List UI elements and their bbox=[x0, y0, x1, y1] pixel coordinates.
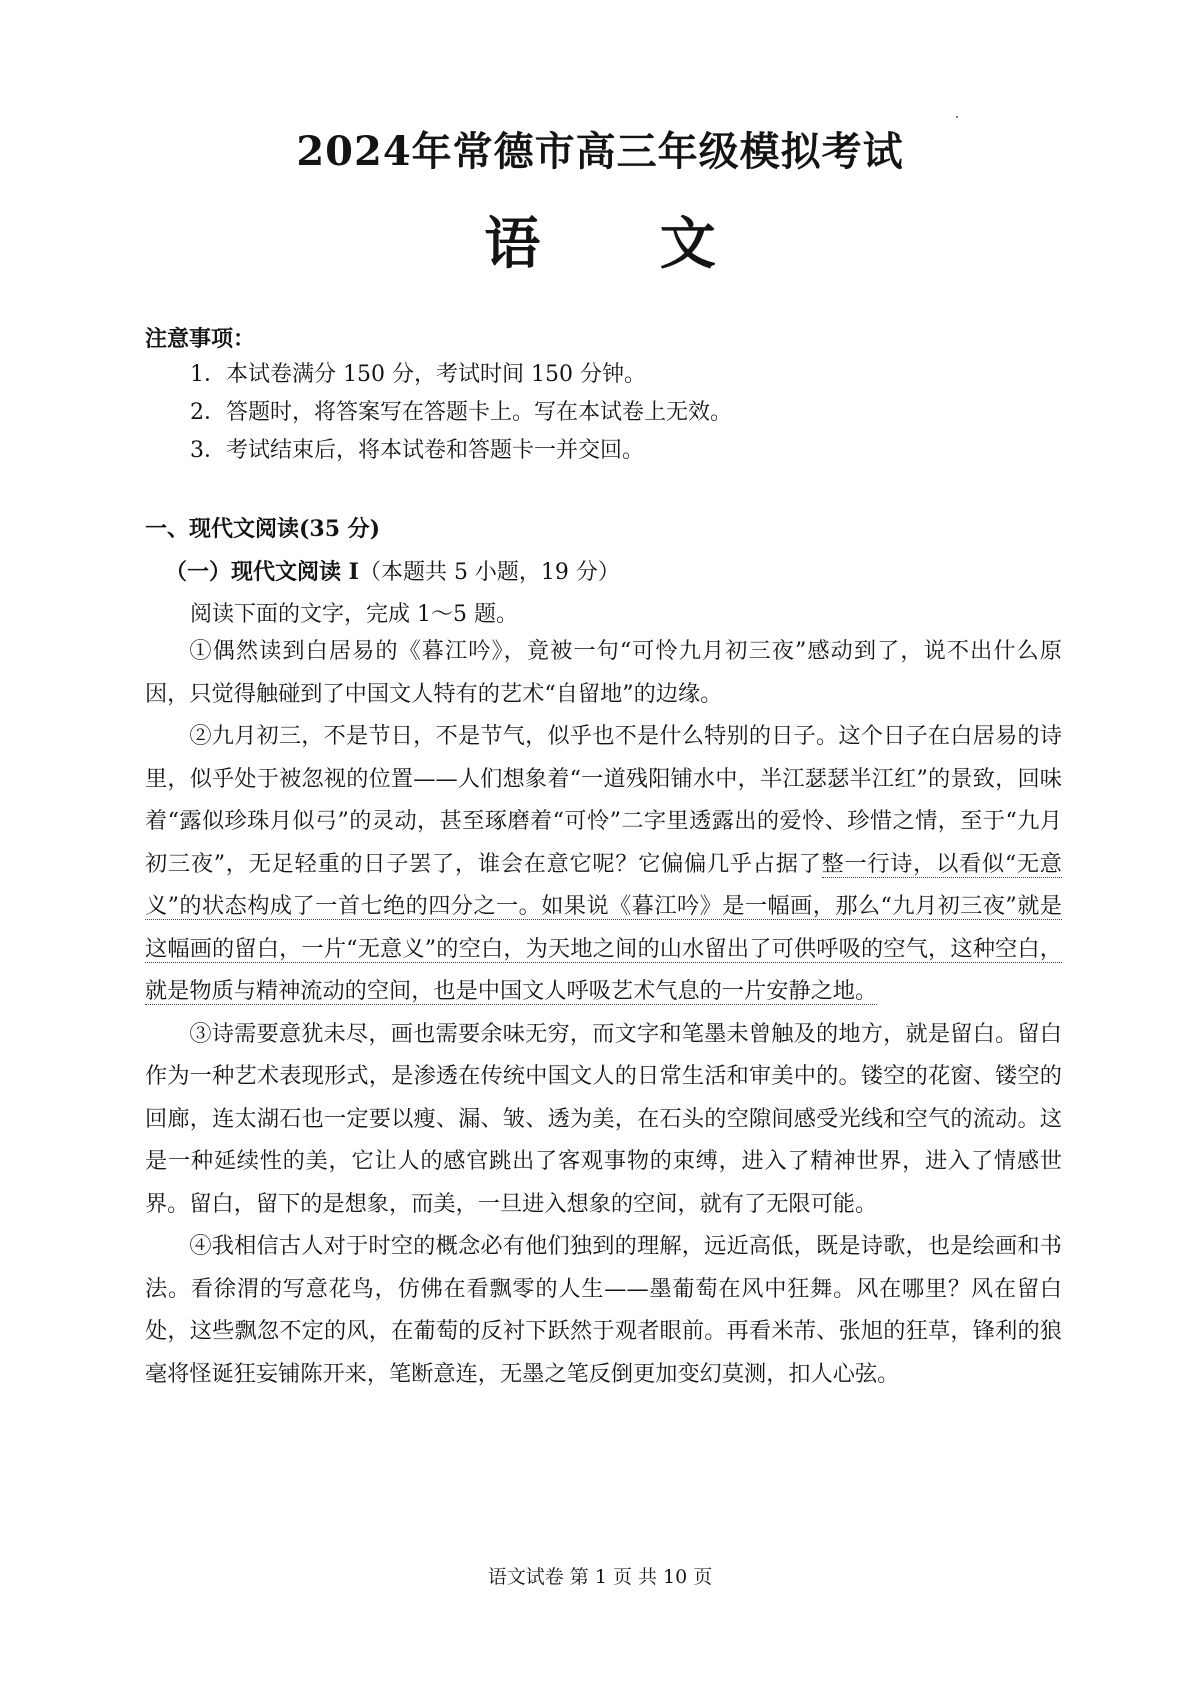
subsection-detail: （本题共 5 小题，19 分） bbox=[358, 560, 620, 585]
notice-item: 2．答题时，将答案写在答题卡上。写在本试卷上无效。 bbox=[190, 400, 732, 425]
notice-item: 1．本试卷满分 150 分，考试时间 150 分钟。 bbox=[190, 362, 646, 387]
subsection-heading bbox=[165, 555, 620, 586]
passage-paragraph-3: ③诗需要意犹未尽，画也需要余味无穷，而文字和笔墨未曾触及的地方，就是留白。留白作为一种艺术表现形式，是渗透在传统中国文人的日常生活和审美中的。镂空的花窗、镂空的回廊，连太湖石也一定要以瘦、漏、皱、透为美，在石头的空隙间感受光线和空气的流动。这是一种延续性的美，它让人的感官跳出了客观事物的束缚，进入了精神世界，进入了情感世界。留白，留下的是想象，而美，一旦进入想象的空间，就有了无限可能。 bbox=[145, 1020, 1062, 1217]
passage-paragraph-1: ①偶然读到白居易的《暮江吟》，竟被一句“可怜九月初三夜”感动到了，说不出什么原因，只觉得触碰到了中国文人特有的艺术“自留地”的边缘。 bbox=[145, 638, 1062, 707]
notice-heading: 注意事项： bbox=[145, 326, 256, 352]
subject-title: 语 文 bbox=[484, 211, 766, 277]
reading-instruction: 阅读下面的文字，完成 1～5 题。 bbox=[190, 602, 518, 627]
exam-title: 2024年常德市高三年级模拟考试 bbox=[296, 128, 904, 175]
scan-speck bbox=[956, 116, 958, 118]
subsection-label: （一）现代文阅读 I bbox=[165, 559, 359, 585]
passage-paragraph-2-part-a: ②九月初三，不是节日，不是节气，似乎也不是什么特别的日子。这个日子在白居易的诗里，似乎处于被忽视的位置——人们想象着“一道残阳铺水中，半江瑟瑟半江红”的景致，回味着“露似珍珠月似弓”的灵动，甚至琢磨着“可怜”二字里透露出的爱怜、珍惜之情，至于“九月初三夜”，无足轻重的日子罢了，谁会在意它呢？它偏偏几乎占据了 bbox=[145, 723, 1062, 877]
section-heading: 一、现代文阅读(35 分) bbox=[145, 516, 381, 542]
passage-paragraph-2-underlined: 整一行诗，以看似“无意义”的状态构成了一首七绝的四分之一。如果说《暮江吟》是一幅画，那么“九月初三夜”就是这幅画的留白，一片“无意义”的空白，为天地之间的山水留出了可供呼吸的空气，这种空白，就是物质与精神流动的空间，也是中国文人呼吸艺术气息的一片安静之地。 bbox=[145, 850, 1062, 1004]
reading-passage bbox=[145, 630, 1062, 1395]
passage-paragraph-2 bbox=[145, 715, 1062, 1013]
notice-list bbox=[190, 356, 732, 470]
notice-item: 3．考试结束后，将本试卷和答题卡一并交回。 bbox=[190, 438, 644, 463]
passage-paragraph-4: ④我相信古人对于时空的概念必有他们独到的理解，远近高低，既是诗歌，也是绘画和书法。看徐渭的写意花鸟，仿佛在看飘零的人生——墨葡萄在风中狂舞。风在哪里？风在留白处，这些飘忽不定的风，在葡萄的反衬下跃然于观者眼前。再看米芾、张旭的狂草，锋利的狼毫将怪诞狂妄铺陈开来，笔断意连，无墨之笔反倒更加变幻莫测，扣人心弦。 bbox=[145, 1233, 1062, 1387]
page-footer: 语文试卷 第 1 页 共 10 页 bbox=[487, 1566, 713, 1588]
